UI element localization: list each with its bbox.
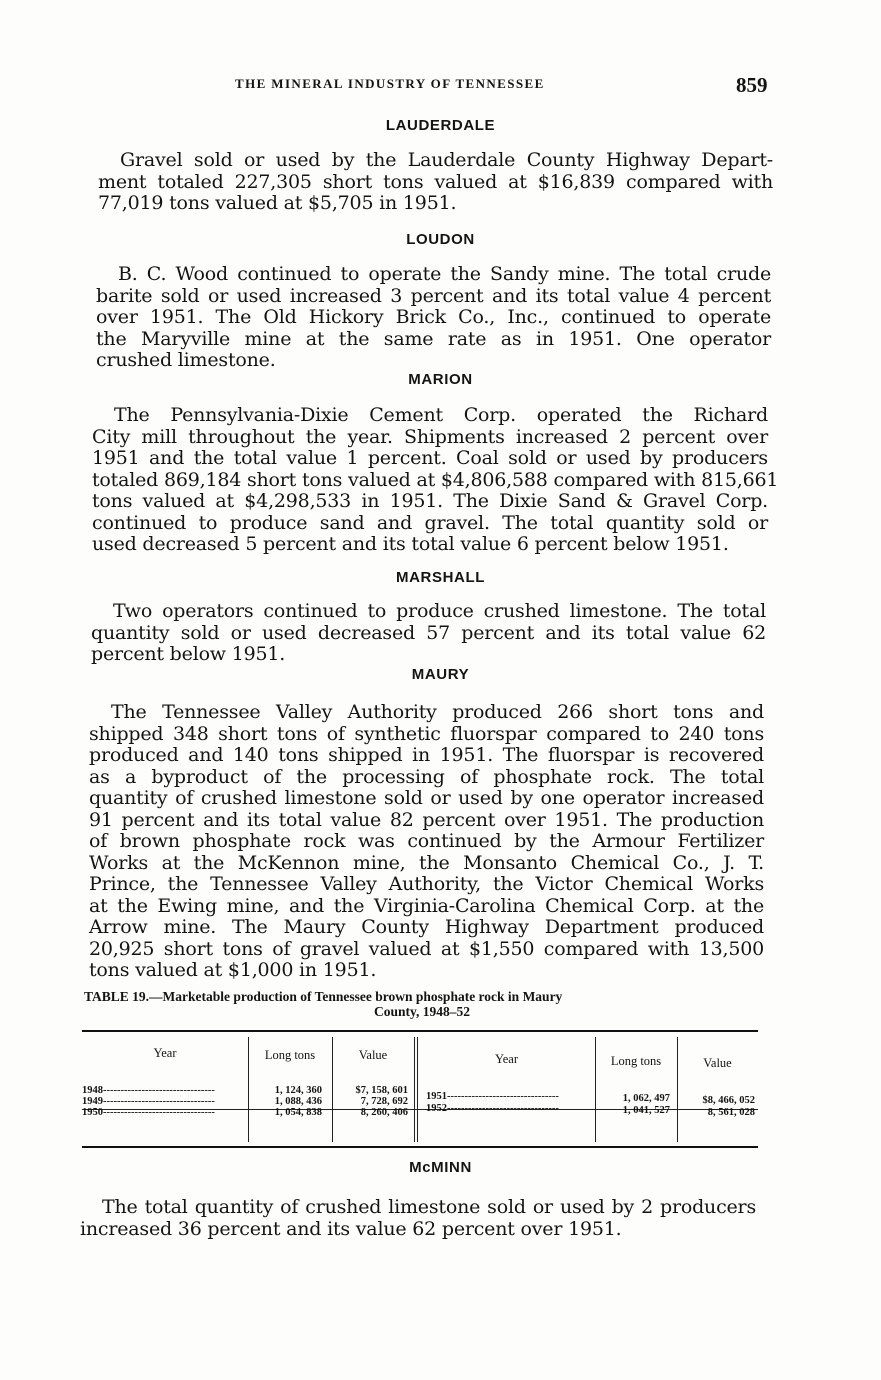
- long-tons-cell: 1, 124, 360: [274, 1085, 322, 1096]
- text-line: over 1951. The Old Hickory Brick Co., Inc., continued to operate: [96, 306, 771, 328]
- year-cell: 1949--------------------------------: [82, 1096, 215, 1107]
- col-header-long-tons: Long tons: [264, 1048, 316, 1062]
- text-line: shipped 348 short tons of synthetic fluorspar compared to 240 tons: [89, 722, 764, 745]
- text-line: as a byproduct of the processing of phosphate rock. The total: [89, 765, 764, 788]
- text-line: produced and 140 tons shipped in 1951. The fluorspar is recovered: [89, 744, 764, 766]
- text-line: The total quantity of crushed limestone sold or used by 2 producers: [102, 1196, 756, 1218]
- table-rule-bottom: [82, 1146, 758, 1148]
- text-line: crushed limestone.: [96, 349, 276, 371]
- column-divider: [677, 1037, 678, 1142]
- value-cell: $7, 158, 601: [355, 1085, 408, 1096]
- section-heading-marion: MARION: [408, 371, 473, 388]
- text-line: B. C. Wood continued to operate the Sandy mine. The total crude: [118, 263, 771, 285]
- col-header-year: Year: [494, 1052, 519, 1066]
- text-line: quantity of crushed limestone sold or used by one operator increased: [89, 787, 764, 809]
- table-caption-line: County, 1948–52: [373, 1004, 471, 1019]
- page-number: 859: [736, 73, 768, 97]
- text-line: 1951 and the total value 1 percent. Coal sold or used by producers: [92, 447, 768, 469]
- section-heading-loudon: LOUDON: [406, 231, 475, 248]
- year-cell: 1952--------------------------------: [426, 1103, 559, 1114]
- text-line: the Maryville mine at the same rate as in 1951. One operator: [96, 327, 771, 350]
- paragraph-loudon: [96, 264, 771, 372]
- col-header-value: Value: [703, 1056, 732, 1070]
- long-tons-cell: 1, 041, 527: [622, 1105, 670, 1116]
- text-line: Two operators continued to produce crushed limestone. The total: [113, 600, 766, 622]
- text-line: 77,019 tons valued at $5,705 in 1951.: [98, 192, 457, 214]
- text-line: totaled 869,184 short tons valued at $4,806,588 compared with 815,661: [92, 468, 779, 491]
- text-line: percent below 1951.: [91, 643, 286, 665]
- text-line: tons valued at $4,298,533 in 1951. The Dixie Sand & Gravel Corp.: [92, 490, 768, 512]
- col-header-value: Value: [358, 1048, 388, 1062]
- text-line: The Tennessee Valley Authority produced 266 short tons and: [111, 701, 764, 723]
- col-header-long-tons: Long tons: [610, 1054, 662, 1068]
- section-heading-mcminn: McMINN: [409, 1159, 472, 1176]
- text-line: increased 36 percent and its value 62 percent over 1951.: [80, 1217, 622, 1240]
- text-line: continued to produce sand and gravel. The total quantity sold or: [92, 511, 768, 534]
- paragraph-lauderdale: [98, 150, 773, 215]
- table-rule-top: [82, 1030, 758, 1032]
- paragraph-mcminn: [80, 1197, 756, 1240]
- year-cell: 1948--------------------------------: [82, 1085, 215, 1096]
- running-header: THE MINERAL INDUSTRY OF TENNESSEE: [235, 76, 545, 91]
- year-cell: 1950--------------------------------: [82, 1107, 215, 1118]
- text-line: Works at the McKennon mine, the Monsanto Chemical Co., J. T.: [89, 851, 764, 874]
- table-19: [82, 1030, 758, 1150]
- text-line: 20,925 short tons of gravel valued at $1,550 compared with 13,500: [89, 937, 764, 960]
- text-line: of brown phosphate rock was continued by the Armour Fertilizer: [89, 830, 764, 852]
- section-heading-maury: MAURY: [411, 666, 470, 683]
- text-line: The Pennsylvania-Dixie Cement Corp. operated the Richard: [114, 404, 768, 426]
- text-line: used decreased 5 percent and its total value 6 percent below 1951.: [92, 533, 729, 555]
- year-cell: 1951--------------------------------: [426, 1091, 559, 1102]
- text-line: tons valued at $1,000 in 1951.: [89, 959, 377, 981]
- paragraph-maury: [89, 702, 764, 982]
- paragraph-marshall: [91, 601, 766, 666]
- table-caption: [84, 989, 760, 1019]
- text-line: quantity sold or used decreased 57 percent and its total value 62: [91, 621, 766, 644]
- paragraph-marion: [92, 404, 779, 556]
- section-heading-lauderdale: LAUDERDALE: [385, 117, 496, 134]
- text-line: 91 percent and its total value 82 percent over 1951. The production: [89, 808, 764, 831]
- text-line: Gravel sold or used by the Lauderdale County Highway Depart-: [120, 149, 773, 171]
- text-line: Prince, the Tennessee Valley Authority, the Victor Chemical Works: [89, 873, 764, 895]
- text-line: City mill throughout the year. Shipments increased 2 percent over: [92, 425, 768, 448]
- value-cell: $8, 466, 052: [702, 1095, 755, 1106]
- col-header-year: Year: [153, 1046, 177, 1060]
- table-caption-line: TABLE 19.—Marketable production of Tennessee brown phosphate rock in Maury: [84, 989, 563, 1004]
- long-tons-cell: 1, 054, 838: [274, 1107, 322, 1118]
- value-cell: 7, 728, 692: [360, 1096, 408, 1107]
- section-heading-marshall: MARSHALL: [396, 569, 485, 586]
- value-cell: 8, 260, 406: [360, 1107, 408, 1118]
- value-cell: 8, 561, 028: [707, 1107, 755, 1118]
- long-tons-cell: 1, 088, 436: [274, 1096, 322, 1107]
- text-line: Arrow mine. The Maury County Highway Department produced: [89, 916, 764, 938]
- text-line: barite sold or used increased 3 percent and its total value 4 percent: [96, 284, 771, 307]
- long-tons-cell: 1, 062, 497: [622, 1093, 670, 1104]
- column-divider: [595, 1037, 596, 1142]
- text-line: at the Ewing mine, and the Virginia-Carolina Chemical Corp. at the: [89, 894, 764, 917]
- text-line: ment totaled 227,305 short tons valued at $16,839 compared with: [98, 170, 773, 193]
